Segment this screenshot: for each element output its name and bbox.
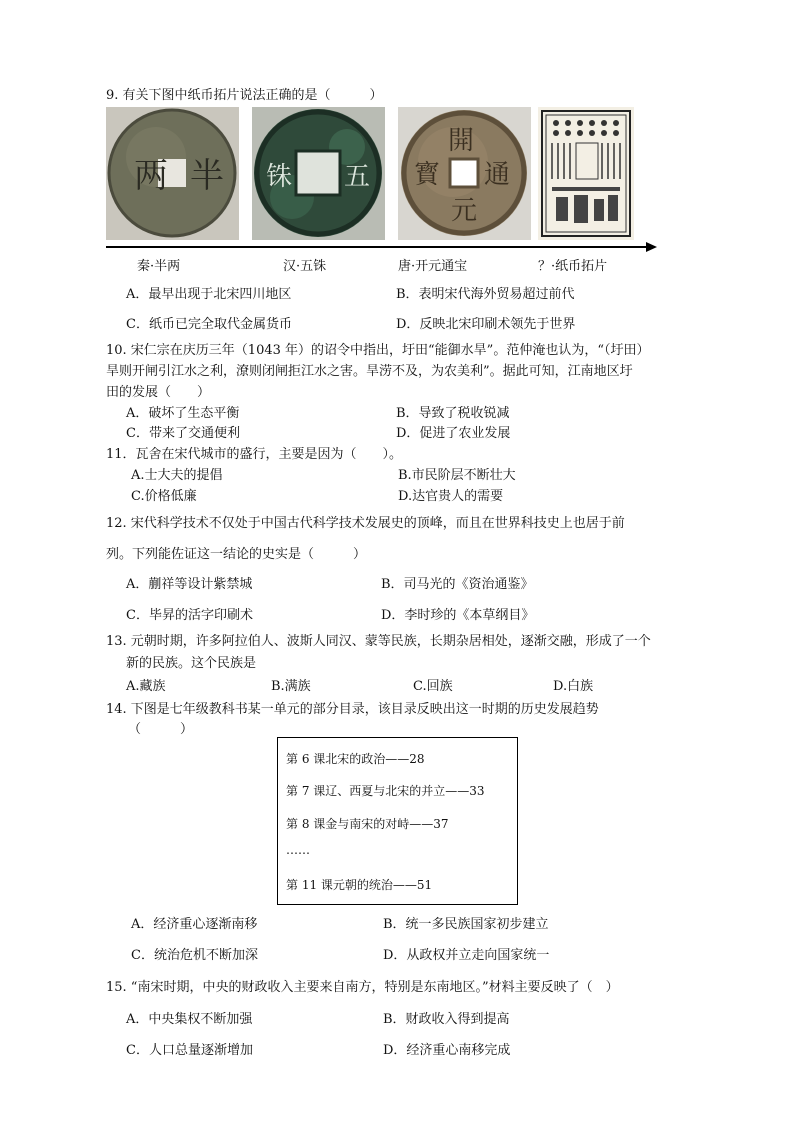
- q15-option-a[interactable]: A．中央集权不断加强: [126, 1012, 253, 1027]
- toc-item-lesson11: 第 11 课元朝的统治——51: [286, 878, 433, 892]
- q13-option-c[interactable]: C.回族: [413, 679, 453, 694]
- q12-stem-line2: 列。下列能佐证这一结论的史实是（ ）: [106, 547, 367, 562]
- q12-stem-line1: 12. 宋代科学技术不仅处于中国古代科学技术发展史的顶峰，而且在世界科技史上也居于前: [106, 516, 625, 531]
- q9-option-c[interactable]: C．纸币已完全取代金属货币: [126, 317, 292, 332]
- q10-stem-line3: 田的发展（ ）: [106, 385, 211, 400]
- caption-tang: 唐·开元通宝: [398, 259, 468, 274]
- q15-option-d[interactable]: D．经济重心南移完成: [383, 1043, 511, 1058]
- q10-stem-line2: 旱则开闸引江水之利，潦则闭闸拒江水之害。旱涝不及，为农美利”。据此可知，江南地区圩: [106, 364, 633, 379]
- q15-stem: 15. “南宋时期，中央的财政收入主要来自南方，特别是东南地区。”材料主要反映了（ ）: [106, 980, 619, 995]
- toc-item-lesson8: 第 8 课金与南宋的对峙——37: [286, 817, 449, 831]
- wuzhu-char-left: 铢: [266, 162, 293, 192]
- toc-item-ellipsis: ……: [286, 843, 310, 857]
- kaiyuan-coin-image: [398, 107, 531, 240]
- q10-option-a[interactable]: A．破坏了生态平衡: [126, 406, 240, 421]
- q13-option-b[interactable]: B.满族: [271, 679, 311, 694]
- kaiyuan-char-left: 寳: [414, 160, 441, 190]
- q12-option-b[interactable]: B．司马光的《资治通鉴》: [381, 577, 534, 592]
- q14-option-a[interactable]: A．经济重心逐渐南移: [131, 917, 258, 932]
- toc-box: [277, 737, 518, 905]
- q11-option-c[interactable]: C.价格低廉: [131, 489, 197, 504]
- q15-option-b[interactable]: B．财政收入得到提高: [383, 1012, 510, 1027]
- q11-option-a[interactable]: A.士大夫的提倡: [131, 468, 223, 483]
- banliang-char-right: 半: [190, 156, 224, 196]
- q12-option-a[interactable]: A．蒯祥等设计紫禁城: [126, 577, 253, 592]
- q14-option-c[interactable]: C．统治危机不断加深: [131, 948, 258, 963]
- q15-option-c[interactable]: C．人口总量逐渐增加: [126, 1043, 253, 1058]
- caption-qin: 秦·半两: [137, 259, 181, 274]
- q13-option-d[interactable]: D.白族: [553, 679, 594, 694]
- q10-option-c[interactable]: C．带来了交通便利: [126, 426, 240, 441]
- q11-option-d[interactable]: D.达官贵人的需要: [398, 489, 504, 504]
- wuzhu-char-right: 五: [344, 162, 371, 192]
- toc-item-lesson7: 第 7 课辽、西夏与北宋的并立——33: [286, 784, 485, 798]
- kaiyuan-char-right: 通: [484, 160, 511, 190]
- q13-option-a[interactable]: A.藏族: [126, 679, 166, 694]
- q10-stem-line1: 10. 宋仁宗在庆历三年（1043 年）的诏令中指出，圩田“能御水旱”。范仲淹也认为，“（圩田）: [106, 343, 650, 358]
- q13-stem-line1: 13. 元朝时期，许多阿拉伯人、波斯人同汉、蒙等民族，长期杂居相处，逐渐交融，形成了一个: [106, 634, 651, 649]
- paper-money-rubbing-image: [538, 107, 634, 240]
- banliang-coin-image: [106, 107, 239, 240]
- caption-paper: ？·纸币拓片: [538, 259, 608, 274]
- wuzhu-coin-image: [252, 107, 385, 240]
- q13-stem-line2: 新的民族。这个民族是: [126, 656, 257, 671]
- q10-option-d[interactable]: D．促进了农业发展: [396, 426, 511, 441]
- q9-option-b[interactable]: B．表明宋代海外贸易超过前代: [396, 287, 575, 302]
- kaiyuan-char-top: 開: [448, 126, 475, 156]
- q14-stem-line2: （ ）: [128, 722, 194, 737]
- q10-option-b[interactable]: B．导致了税收锐减: [396, 406, 510, 421]
- timeline-arrow-head: [646, 242, 657, 252]
- banliang-char-left: 两: [134, 156, 168, 196]
- q9-option-a[interactable]: A．最早出现于北宋四川地区: [126, 287, 292, 302]
- q12-option-c[interactable]: C．毕昇的活字印刷术: [126, 608, 253, 623]
- q9-stem: 9. 有关下图中纸币拓片说法正确的是（ ）: [106, 88, 383, 103]
- caption-han: 汉·五铢: [283, 259, 327, 274]
- q9-option-d[interactable]: D．反映北宋印刷术领先于世界: [396, 317, 576, 332]
- q14-option-d[interactable]: D．从政权并立走向国家统一: [383, 948, 550, 963]
- toc-item-lesson6: 第 6 课北宋的政治——28: [286, 752, 425, 766]
- q11-stem: 11．瓦舍在宋代城市的盛行，主要是因为（ ）。: [106, 447, 403, 462]
- q11-option-b[interactable]: B.市民阶层不断壮大: [398, 468, 516, 483]
- q12-option-d[interactable]: D．李时珍的《本草纲目》: [381, 608, 535, 623]
- q14-stem-line1: 14. 下图是七年级教科书某一单元的部分目录，该目录反映出这一时期的历史发展趋势: [106, 702, 599, 717]
- q14-option-b[interactable]: B．统一多民族国家初步建立: [383, 917, 549, 932]
- kaiyuan-char-bottom: 元: [451, 196, 478, 226]
- timeline-arrow-line: [106, 246, 650, 248]
